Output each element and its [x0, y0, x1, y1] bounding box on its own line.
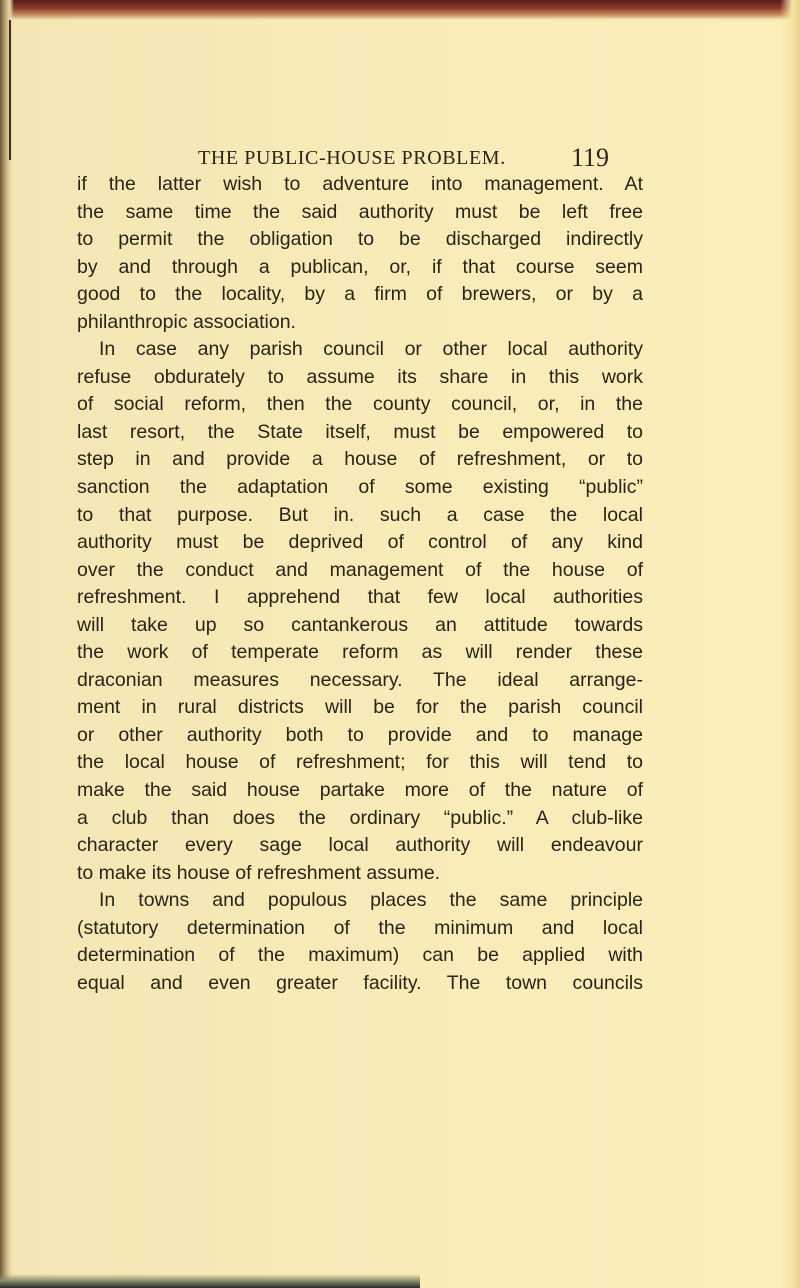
text-line: the same time the said authority must be left free [77, 200, 643, 223]
binding-shadow-line [9, 20, 11, 160]
text-line: over the conduct and management of the house of [77, 558, 643, 581]
text-line: equal and even greater facility. The town councils [77, 971, 643, 994]
text-line: to permit the obligation to be discharged indirectly [77, 228, 643, 251]
text-line: ment in rural districts will be for the parish council [77, 696, 643, 719]
text-line: determination of the maximum) can be applied with [77, 944, 643, 967]
page-top-edge [0, 0, 800, 20]
text-line: (statutory determination of the minimum and local [77, 916, 643, 939]
text-line: refuse obdurately to assume its share in this work [77, 365, 643, 388]
text-line: authority must be deprived of control of any kind [77, 531, 643, 554]
text-line: draconian measures necessary. The ideal arrange- [77, 668, 643, 691]
paragraph-start-line: In towns and populous places the same principle [99, 889, 643, 912]
text-line: by and through a publican, or, if that course seem [77, 255, 643, 278]
page-bottom-edge [0, 1274, 420, 1288]
text-line: to that purpose. But in. such a case the local [77, 503, 643, 526]
text-line: make the said house partake more of the nature of [77, 779, 643, 802]
body-text [77, 171, 643, 997]
paragraph-end-line: to make its house of refreshment assume. [77, 861, 441, 884]
text-line: the work of temperate reform as will render these [77, 641, 643, 664]
running-title: THE PUBLIC-HOUSE PROBLEM. [198, 147, 506, 169]
page-right-edge [780, 0, 800, 1288]
text-line: good to the locality, by a firm of brewers, or by a [77, 283, 643, 306]
paragraph-start-line: In case any parish council or other local authority [99, 338, 643, 361]
text-line: a club than does the ordinary “public.” A club-like [77, 806, 643, 829]
page-number: 119 [571, 143, 610, 172]
text-line: character every sage local authority will endeavour [77, 834, 643, 857]
page-binding-edge [0, 0, 14, 1288]
text-line: last resort, the State itself, must be empowered to [77, 420, 643, 443]
text-line: or other authority both to provide and to manage [77, 723, 643, 746]
text-line: will take up so cantankerous an attitude towards [77, 613, 643, 636]
text-line: the local house of refreshment; for this will tend to [77, 751, 643, 774]
text-line: refreshment. I apprehend that few local authorities [77, 586, 643, 609]
text-line: if the latter wish to adventure into management. At [77, 173, 643, 195]
text-line: of social reform, then the county council, or, in the [77, 393, 643, 416]
text-line: step in and provide a house of refreshment, or to [77, 448, 643, 471]
paragraph-end-line: philanthropic association. [77, 310, 296, 333]
text-line: sanction the adaptation of some existing “public” [77, 476, 643, 499]
